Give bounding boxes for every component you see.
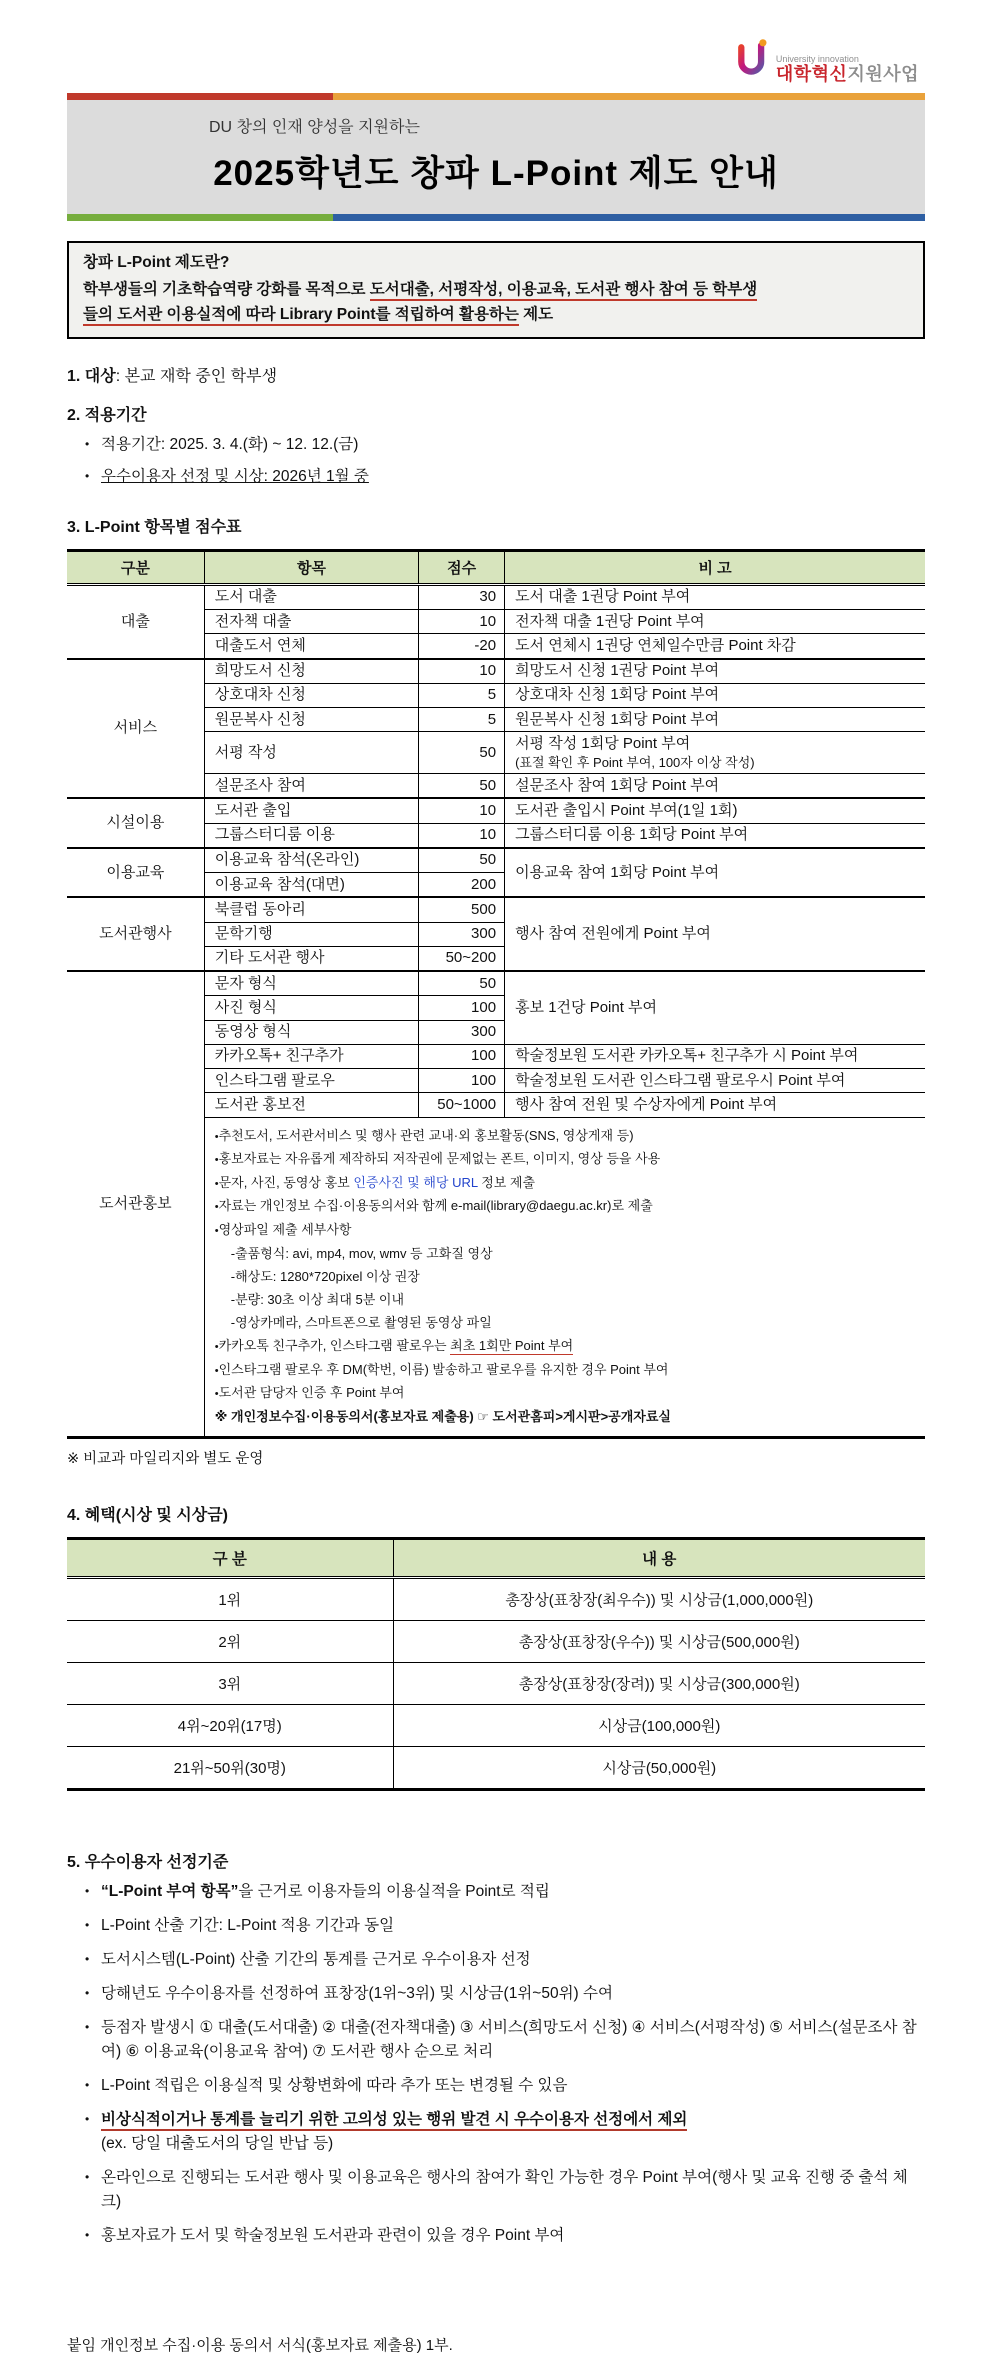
note-cell: 도서 대출 1권당 Point 부여 (505, 584, 925, 609)
score-cell: 50~200 (419, 946, 505, 971)
promo-note: • 추천도서, 도서관서비스 및 행사 관련 교내·외 홍보활동(SNS, 영상게재 등) (215, 1124, 919, 1148)
table-row (67, 1704, 925, 1746)
section1-title: 1. 대상 (67, 368, 116, 386)
header-note: 비 고 (505, 550, 925, 584)
note-cell: 원문복사 신청 1회당 Point 부여 (505, 708, 925, 732)
section4-heading: 4. 혜택(시상 및 시상금) (67, 1506, 228, 1524)
merged-note-event: 행사 참여 전원에게 Point 부여 (505, 897, 925, 971)
section2-bullet-period: • 적용기간: 2025. 3. 4.(화) ~ 12. 12.(금) (85, 433, 925, 456)
header-item: 항목 (204, 550, 419, 584)
item-cell: 기타 도서관 행사 (204, 946, 419, 971)
promo-note-underlined: 최초 1회만 Point 부여 (450, 1338, 574, 1354)
score-cell: 10 (419, 798, 505, 823)
note-cell: 설문조사 참여 1회당 Point 부여 (505, 774, 925, 799)
note-cell: 그룹스터디룸 이용 1회당 Point 부여 (505, 823, 925, 848)
table-row (67, 1577, 925, 1620)
intro-line1-prefix: 학부생들의 기초학습역량 강화를 목적으로 (83, 280, 370, 298)
item-cell: 도서 대출 (204, 584, 419, 609)
score-cell: 500 (419, 897, 505, 922)
logo-brand (776, 64, 919, 84)
score-cell: 300 (419, 922, 505, 946)
score-table-header-row (67, 550, 925, 584)
promo-note-prefix: 문자, 사진, 동영상 홍보 (218, 1174, 354, 1190)
promo-note-blue-text: 인증사진 및 해당 URL (353, 1174, 478, 1190)
promo-note-sub: -출품형식: avi, mp4, mov, wmv 등 고화질 영상 (230, 1245, 493, 1261)
note-cell: 도서관 출입시 Point 부여(1일 1회) (505, 798, 925, 823)
intro-box-line1 (83, 278, 909, 303)
promo-note: • 도서관 담당자 인증 후 Point 부여 (215, 1381, 919, 1405)
rule-segment-red (67, 93, 333, 100)
merged-note-promotion: 홍보 1건당 Point 부여 (505, 971, 925, 1044)
promo-note-sub: -해상도: 1280*720pixel 이상 권장 (230, 1268, 420, 1284)
score-cell: 50~1000 (419, 1093, 505, 1117)
criteria-bullet: • 도서시스템(L-Point) 산출 기간의 통계를 근거로 우수이용자 선정 (85, 1948, 925, 1972)
criteria-bullet: • 등점자 발생시 ① 대출(도서대출) ② 대출(전자책대출) ③ 서비스(희망도서 신청) ④ 서비스(서평작성) ⑤ 서비스(설문조사 참여) ⑥ 이용교육(이용교육 참여) ⑦ 도서관 행사 순으로 처리 (85, 2016, 925, 2064)
table-row (67, 798, 925, 823)
score-cell: 10 (419, 659, 505, 684)
section2-bullet-award (85, 465, 925, 488)
rank-cell: 3위 (67, 1662, 393, 1704)
title-banner (67, 93, 925, 221)
banner-body (67, 100, 925, 214)
score-cell: 50 (419, 848, 505, 873)
university-innovation-logo (735, 38, 919, 85)
item-cell: 이용교육 참석(대면) (204, 873, 419, 898)
score-cell: 100 (419, 1044, 505, 1068)
merged-note-education: 이용교육 참여 1회당 Point 부여 (505, 848, 925, 898)
promo-note: • 영상파일 제출 세부사항 (215, 1218, 919, 1242)
category-service: 서비스 (67, 659, 204, 799)
item-cell: 그룹스터디룸 이용 (204, 823, 419, 848)
item-cell: 이용교육 참석(온라인) (204, 848, 419, 873)
item-cell: 도서관 홍보전 (204, 1093, 419, 1117)
section2-bullet-award-text: 우수이용자 선정 및 시상: 2026년 1월 중 (101, 467, 369, 485)
banner-subtitle: DU 창의 인재 양성을 지원하는 (209, 119, 420, 136)
item-cell: 상호대차 신청 (204, 683, 419, 707)
logo-texts (776, 55, 919, 85)
note-cell: 행사 참여 전원 및 수상자에게 Point 부여 (505, 1093, 925, 1117)
item-cell: 카카오톡+ 친구추가 (204, 1044, 419, 1068)
promo-note-prefix: 카카오톡 친구추가, 인스타그램 팔로우는 (218, 1338, 451, 1354)
item-cell: 전자책 대출 (204, 610, 419, 634)
section5 (67, 1849, 925, 2248)
score-cell: 10 (419, 610, 505, 634)
score-cell: 5 (419, 683, 505, 707)
criteria-warning: 비상식적이거나 통계를 늘리기 위한 고의성 있는 행위 발견 시 우수이용자 선정에서 제외 (101, 2111, 687, 2131)
score-cell: 100 (419, 996, 505, 1020)
note-cell: 상호대차 신청 1회당 Point 부여 (505, 683, 925, 707)
criteria-bullet: • 당해년도 우수이용자를 선정하여 표창장(1위~3위) 및 시상금(1위~50위) 수여 (85, 1982, 925, 2006)
promo-note: • 자료는 개인정보 수집·이용동의서와 함께 e-mail(library@daegu.ac.kr)로 제출 (215, 1194, 919, 1218)
page-title: 2025학년도 창파 L-Point 제도 안내 (213, 154, 779, 193)
note-cell: 희망도서 신청 1권당 Point 부여 (505, 659, 925, 684)
benefit-table-header-row (67, 1538, 925, 1577)
section2-heading: 2. 적용기간 (67, 407, 147, 425)
criteria-bullet: • L-Point 산출 기간: L-Point 적용 기간과 동일 (85, 1914, 925, 1938)
item-cell: 인스타그램 팔로우 (204, 1069, 419, 1093)
score-cell: 50 (419, 732, 505, 774)
content-cell: 시상금(100,000원) (393, 1704, 925, 1746)
promo-note-final: ※ 개인정보수집·이용동의서(홍보자료 제출용) ☞ 도서관홈피>게시판>공개자료실 (214, 1408, 671, 1424)
item-cell: 서평 작성 (204, 732, 419, 774)
item-cell: 사진 형식 (204, 996, 419, 1020)
rank-cell: 2위 (67, 1620, 393, 1662)
banner-top-rule (67, 93, 925, 100)
item-cell: 도서관 출입 (204, 798, 419, 823)
section4 (67, 1502, 925, 1791)
item-cell: 대출도서 연체 (204, 634, 419, 659)
table-row (67, 659, 925, 684)
criteria-bullet: • 홍보자료가 도서 및 학술정보원 도서관과 관련이 있을 경우 Point 부여 (85, 2224, 925, 2248)
promo-note-suffix: 정보 제출 (477, 1174, 536, 1190)
promo-note (215, 1171, 919, 1195)
intro-line2-underlined: 들의 도서관 이용실적에 따라 Library Point를 적립하여 활용하는 (83, 306, 519, 326)
promo-note: • 인스타그램 팔로우 후 DM(학번, 이름) 발송하고 팔로우를 유지한 경우 Point 부여 (215, 1358, 919, 1382)
score-cell: -20 (419, 634, 505, 659)
note-cell (505, 732, 925, 774)
note-cell: 전자책 대출 1권당 Point 부여 (505, 610, 925, 634)
category-event: 도서관행사 (67, 897, 204, 971)
criteria-warning-example: (ex. 당일 대출도서의 당일 반납 등) (101, 2135, 334, 2153)
promo-note-sub: -분량: 30초 이상 최대 5분 이내 (230, 1291, 405, 1307)
promo-note-sub: -영상카메라, 스마트폰으로 촬영된 동영상 파일 (230, 1314, 492, 1330)
section3 (67, 514, 925, 1468)
section5-heading: 5. 우수이용자 선정기준 (67, 1853, 229, 1871)
attachment-note: 붙임 개인정보 수집·이용 동의서 서식(홍보자료 제출용) 1부. (67, 2337, 453, 2355)
table-row (67, 1620, 925, 1662)
section5-bullets (67, 1880, 925, 2248)
score-cell: 200 (419, 873, 505, 898)
table-row (67, 1746, 925, 1789)
score-cell: 10 (419, 823, 505, 848)
lpoint-score-table (67, 549, 925, 1439)
item-cell: 문학기행 (204, 922, 419, 946)
category-education: 이용교육 (67, 848, 204, 898)
intro-box-line2 (83, 303, 909, 328)
intro-line1-underlined: 도서대출, 서평작성, 이용교육, 도서관 행사 참여 등 학부생 (370, 281, 757, 301)
criteria-bullet: • L-Point 적립은 이용실적 및 상황변화에 따라 추가 또는 변경될 수 있음 (85, 2074, 925, 2098)
score-cell: 50 (419, 774, 505, 799)
table-row (67, 1662, 925, 1704)
category-promotion: 도서관홍보 (67, 971, 204, 1437)
score-cell: 50 (419, 971, 505, 996)
criteria-bullet: • 온라인으로 진행되는 도서관 행사 및 이용교육은 행사의 참여가 확인 가능한 경우 Point 부여(행사 및 교육 진행 중 출석 체크) (85, 2166, 925, 2214)
item-cell: 원문복사 신청 (204, 708, 419, 732)
header-score: 점수 (419, 550, 505, 584)
category-loan: 대출 (67, 584, 204, 658)
header-rank: 구 분 (67, 1538, 393, 1577)
criteria-rest: 을 근거로 이용자들의 이용실적을 Point로 적립 (238, 1882, 550, 1900)
intro-line2-suffix: 제도 (518, 305, 554, 323)
note-line1: 서평 작성 1회당 Point 부여 (515, 734, 691, 752)
item-cell: 설문조사 참여 (204, 774, 419, 799)
table-row (67, 971, 925, 996)
rule-segment-green (67, 214, 333, 221)
promotion-notes-cell (204, 1117, 925, 1437)
content-cell: 총장상(표창장(우수)) 및 시상금(500,000원) (393, 1620, 925, 1662)
intro-box (67, 241, 925, 339)
rank-cell: 21위~50위(30명) (67, 1746, 393, 1789)
content-cell: 총장상(표창장(장려)) 및 시상금(300,000원) (393, 1662, 925, 1704)
header-content: 내 용 (393, 1538, 925, 1577)
banner-bottom-rule (67, 214, 925, 221)
criteria-bullet (85, 1880, 925, 1904)
score-cell: 300 (419, 1020, 505, 1044)
criteria-quoted: “L-Point 부여 항목” (101, 1882, 239, 1900)
rank-cell: 1위 (67, 1577, 393, 1620)
note-line2: (표절 확인 후 Point 부여, 100자 이상 작성) (515, 755, 755, 771)
score-cell: 100 (419, 1069, 505, 1093)
item-cell: 문자 형식 (204, 971, 419, 996)
score-cell: 30 (419, 584, 505, 609)
header-category: 구분 (67, 550, 204, 584)
section1-heading (67, 363, 925, 386)
content-cell: 총장상(표창장(최우수)) 및 시상금(1,000,000원) (393, 1577, 925, 1620)
promo-note: • 홍보자료는 자유롭게 제작하되 저작권에 문제없는 폰트, 이미지, 영상 등을 사용 (215, 1147, 919, 1171)
category-facility: 시설이용 (67, 798, 204, 848)
section3-heading: 3. L-Point 항목별 점수표 (67, 518, 242, 536)
logo-brand-red: 대학혁신 (775, 64, 848, 85)
note-cell: 학술정보원 도서관 인스타그램 팔로우시 Point 부여 (505, 1069, 925, 1093)
table-row (67, 897, 925, 922)
rule-segment-orange (333, 93, 925, 100)
logo-tagline: University innovation (775, 53, 859, 64)
rule-segment-blue (333, 214, 925, 221)
section1-body: : 본교 재학 중인 학부생 (115, 368, 278, 386)
table-row (67, 584, 925, 609)
score-table-footnote: ※ 비교과 마일리지와 별도 운영 (67, 1450, 264, 1467)
intro-box-title: 창파 L-Point 제도란? (83, 254, 230, 271)
item-cell: 동영상 형식 (204, 1020, 419, 1044)
item-cell: 북클럽 동아리 (204, 897, 419, 922)
item-cell: 희망도서 신청 (204, 659, 419, 684)
logo-brand-gray: 지원사업 (847, 64, 919, 85)
content-cell: 시상금(50,000원) (393, 1746, 925, 1789)
section2 (67, 402, 925, 488)
table-row (67, 848, 925, 873)
criteria-bullet (85, 2108, 925, 2156)
benefit-table (67, 1537, 925, 1791)
rank-cell: 4위~20위(17명) (67, 1704, 393, 1746)
score-cell: 5 (419, 708, 505, 732)
promo-note (215, 1334, 919, 1358)
logo-row (67, 0, 925, 93)
section2-bullets (67, 433, 925, 488)
university-innovation-logo-icon (735, 38, 771, 85)
note-cell: 도서 연체시 1권당 연체일수만큼 Point 차감 (505, 634, 925, 659)
note-cell: 학술정보원 도서관 카카오톡+ 친구추가 시 Point 부여 (505, 1044, 925, 1068)
